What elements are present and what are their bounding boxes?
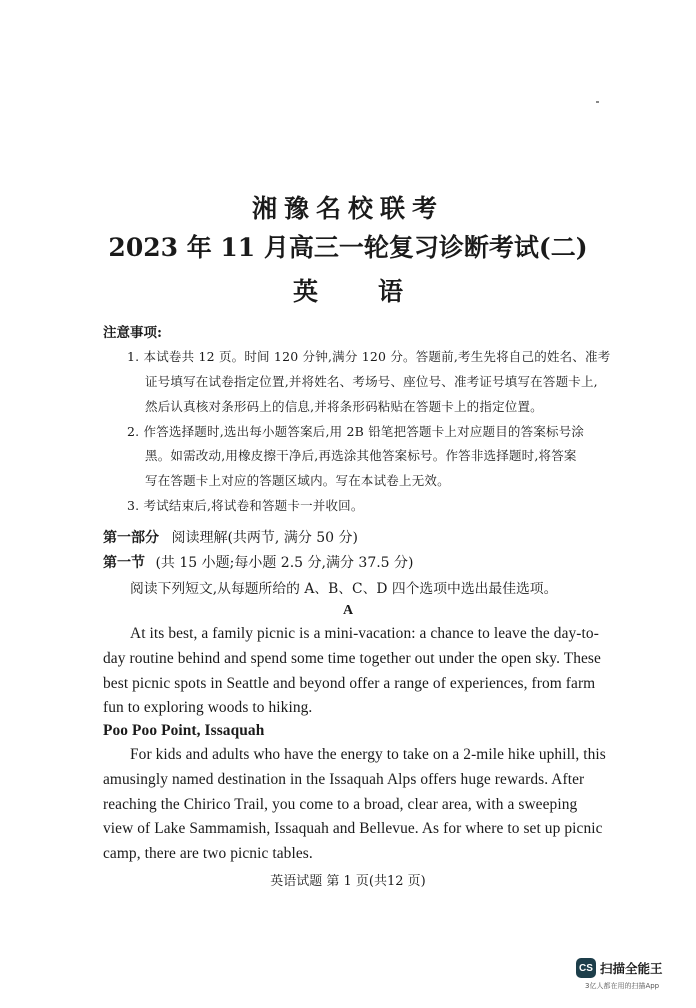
notice-heading: 注意事项: bbox=[103, 325, 162, 341]
passage-line: At its best, a family picnic is a mini-vacation: a chance to leave the day-to- bbox=[130, 625, 599, 642]
exam-title-line1: 湘豫名校联考 bbox=[251, 194, 444, 223]
camscanner-logo-icon: CS bbox=[576, 958, 596, 978]
passage-line: camp, there are two picnic tables. bbox=[103, 845, 313, 862]
passage-label: A bbox=[342, 603, 354, 618]
part1-heading bbox=[103, 527, 358, 547]
notice-line: 2. 作答选择题时,选出每小题答案后,用 2B 铅笔把答题卡上对应题目的答案标号涂 bbox=[127, 424, 585, 439]
passage-line: fun to exploring woods to hiking. bbox=[103, 699, 313, 716]
subject-title bbox=[0, 272, 696, 308]
part1-heading-rest: 阅读理解(共两节, 满分 50 分) bbox=[171, 530, 358, 546]
section1-heading bbox=[103, 552, 414, 572]
notice-line: 证号填写在试卷指定位置,并将姓名、考场号、座位号、准考证号填写在答题卡上, bbox=[145, 374, 598, 389]
notice-line: 3. 考试结束后,将试卷和答题卡一并收回。 bbox=[127, 498, 364, 513]
reading-instruction: 阅读下列短文,从每题所给的 A、B、C、D 四个选项中选出最佳选项。 bbox=[130, 581, 558, 597]
passage-line: reaching the Chirico Trail, you come to a broad, clear area, with a sweeping bbox=[103, 796, 578, 813]
part1-heading-bold: 第一部分 bbox=[103, 530, 159, 546]
subject-char-1: 英 bbox=[292, 277, 318, 306]
section1-heading-bold: 第一节 bbox=[103, 555, 145, 571]
camscanner-app-name: 扫描全能王 bbox=[600, 961, 663, 976]
section1-heading-rest: (共 15 小题;每小题 2.5 分,满分 37.5 分) bbox=[155, 555, 414, 571]
passage-subheading: Poo Poo Point, Issaquah bbox=[103, 722, 265, 739]
passage-line: day routine behind and spend some time together out under the open sky. These bbox=[103, 650, 601, 667]
camscanner-watermark bbox=[576, 958, 663, 978]
passage-line: amusingly named destination in the Issaquah Alps offers huge rewards. After bbox=[103, 771, 585, 788]
notice-line: 写在答题卡上对应的答题区域内。写在本试卷上无效。 bbox=[145, 473, 450, 488]
exam-title-line2: 2023 年 11 月高三一轮复习诊断考试(二) bbox=[108, 233, 588, 262]
subject-char-2: 语 bbox=[378, 277, 404, 306]
camscanner-tagline: 3亿人都在用的扫描App bbox=[585, 982, 660, 990]
notice-line: 然后认真核对条形码上的信息,并将条形码粘贴在答题卡上的指定位置。 bbox=[145, 399, 543, 414]
page-footer: 英语试题 第 1 页(共12 页) bbox=[270, 874, 426, 889]
notice-line: 黑。如需改动,用橡皮擦干净后,再选涂其他答案标号。作答非选择题时,将答案 bbox=[145, 448, 577, 463]
passage-line: For kids and adults who have the energy to take on a 2-mile hike uphill, this bbox=[130, 746, 606, 763]
passage-line: view of Lake Sammamish, Issaquah and Bellevue. As for where to set up picnic bbox=[103, 820, 603, 837]
passage-line: best picnic spots in Seattle and beyond offer a range of experiences, from farm bbox=[103, 675, 596, 692]
notice-line: 1. 本试卷共 12 页。时间 120 分钟,满分 120 分。答题前,考生先将自己的姓名、准考 bbox=[127, 349, 611, 364]
scan-speck bbox=[596, 101, 599, 103]
